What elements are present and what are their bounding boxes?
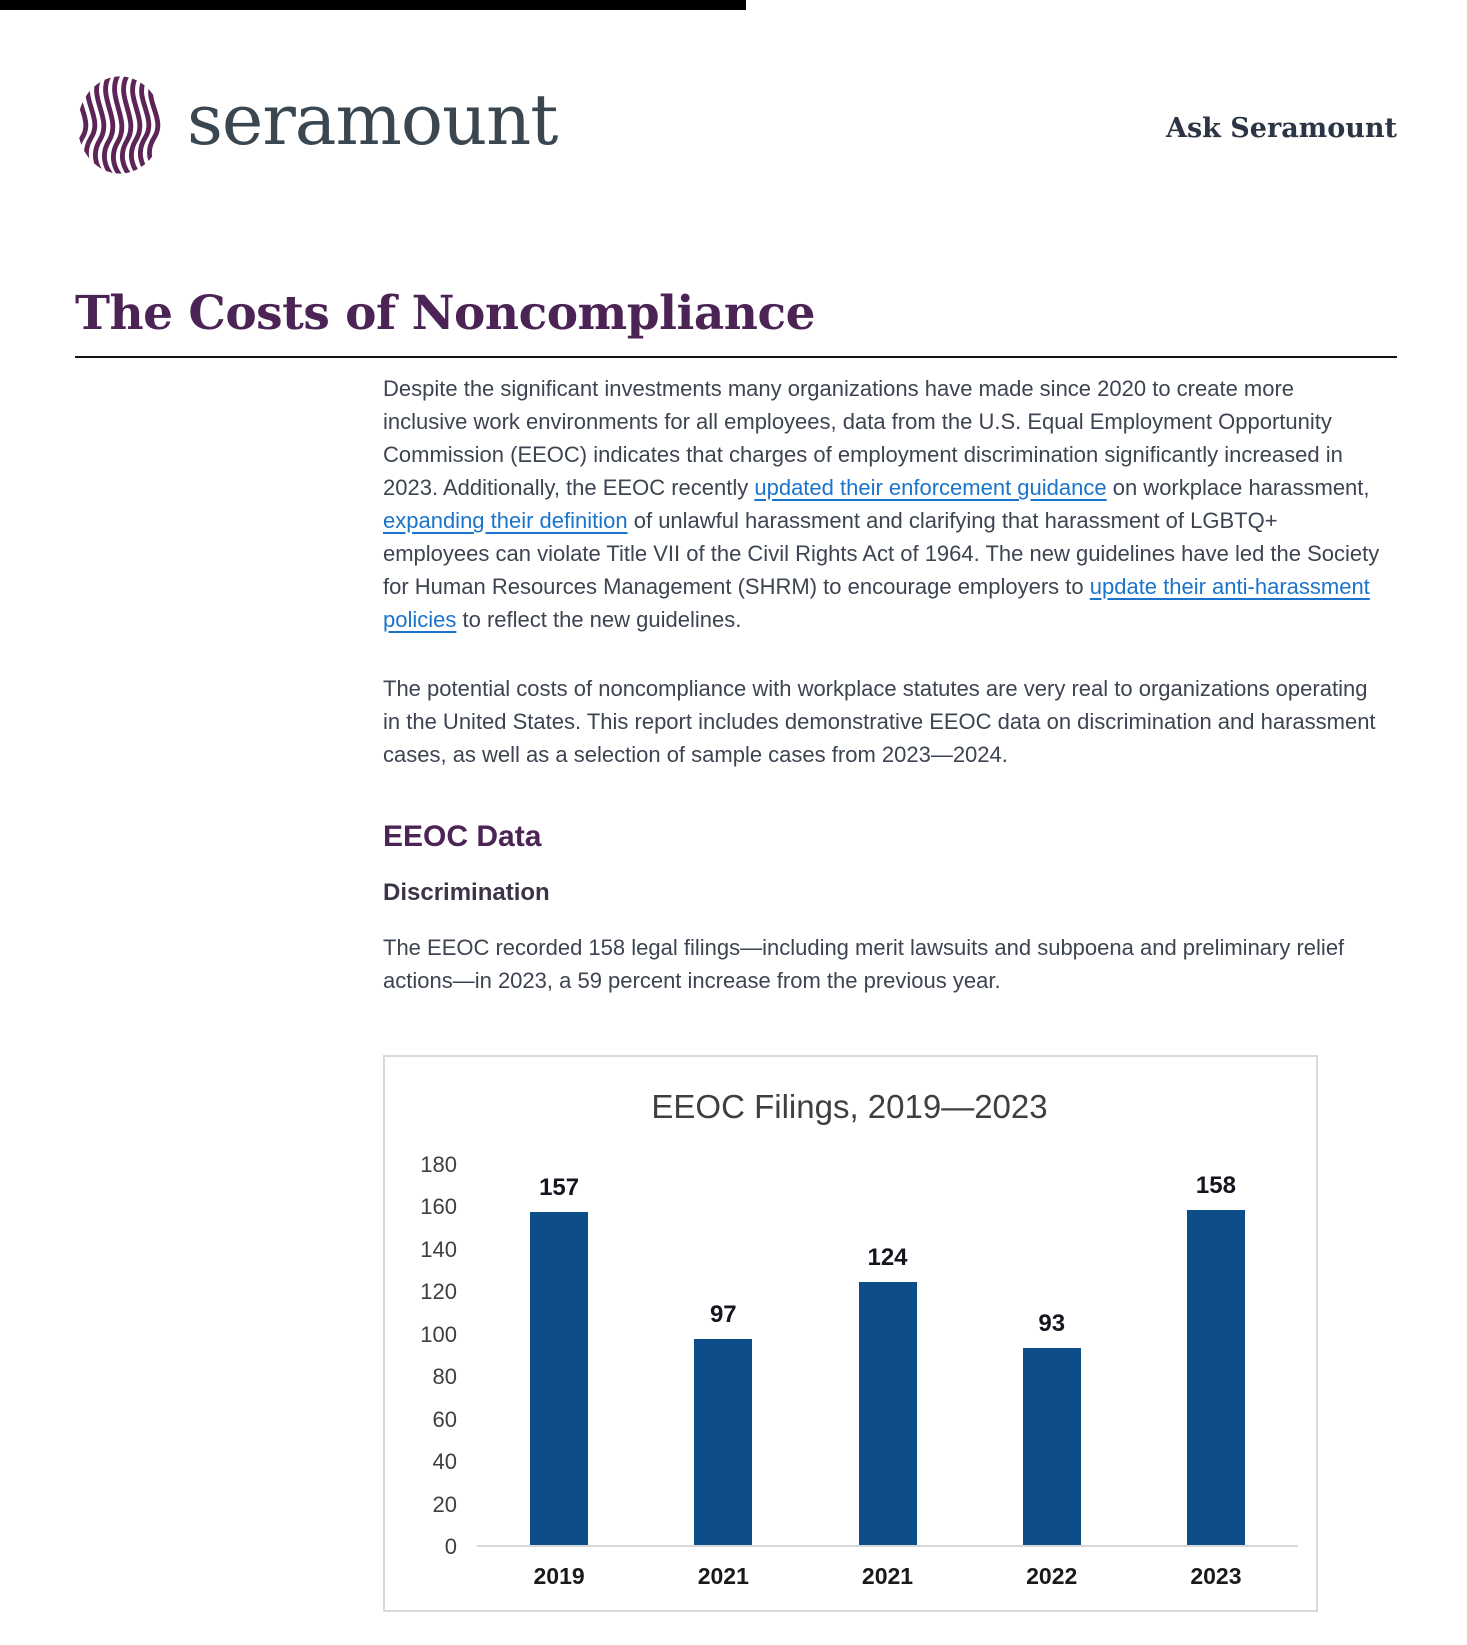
- chart-plot: [477, 1165, 1298, 1547]
- page-title: The Costs of Noncompliance: [75, 286, 815, 341]
- ask-seramount-link[interactable]: Ask Seramount: [1166, 112, 1397, 144]
- chart-bar: [1023, 1348, 1081, 1545]
- seramount-logo: [75, 74, 557, 176]
- section-heading-eeoc-data: EEOC Data: [383, 820, 542, 853]
- bar-value-label: 97: [709, 1301, 737, 1329]
- costs-paragraph: The potential costs of noncompliance with workplace statutes are very real to organizations operating in the United States. This report includes demonstrative EEOC data on discrimination and harassment cases, as well as a selection of sample cases from 2023—2024.: [383, 676, 1376, 767]
- chart-bar: [530, 1212, 588, 1545]
- chart-title: EEOC Filings, 2019—2023: [651, 1088, 1048, 1125]
- chart-bar-slot: [477, 1165, 641, 1545]
- page-header: [75, 0, 1397, 178]
- x-axis-label: 2021: [697, 1563, 749, 1589]
- y-tick-label: 120: [420, 1279, 457, 1305]
- y-tick-label: 0: [444, 1534, 457, 1559]
- x-axis-label: 2021: [861, 1563, 914, 1589]
- chart-bar-slot: [970, 1165, 1134, 1545]
- logo-wordmark: seramount: [187, 79, 558, 161]
- y-tick-label: 60: [432, 1406, 457, 1432]
- eeoc-filings-chart: [383, 1055, 1318, 1612]
- article-body: [383, 358, 1383, 1612]
- x-axis-label: 2019: [533, 1563, 585, 1589]
- inline-link[interactable]: updated their enforcement guidance: [754, 475, 1107, 500]
- bar-value-label: 93: [1038, 1309, 1066, 1337]
- bar-value-label: 124: [867, 1243, 908, 1271]
- chart-bar-slot: [641, 1165, 805, 1545]
- top-bar: [0, 0, 746, 10]
- y-tick-label: 80: [432, 1364, 457, 1390]
- x-axis-label: 2023: [1190, 1563, 1242, 1589]
- chart-y-axis: [401, 1152, 457, 1559]
- y-tick-label: 100: [420, 1321, 457, 1347]
- chart-body: [401, 1152, 1298, 1590]
- inline-link[interactable]: update their anti-harassment policies: [383, 574, 1370, 632]
- y-tick-label: 180: [420, 1152, 457, 1177]
- y-tick-label: 40: [432, 1449, 457, 1475]
- x-axis-label: 2022: [1026, 1563, 1078, 1589]
- chart-plot-column: [477, 1165, 1298, 1590]
- y-tick-label: 140: [420, 1236, 457, 1262]
- intro-paragraph: Despite the significant investments many organizations have made since 2020 to create more inclusive work environments for all employees, data from the U.S. Equal Employment Opportunity Commission (EEOC) indicates that charges of employment discrimination significantly increased in 2023. Additionally, the EEOC recently updated their enforcement guidance on workplace harassment, expanding their definition of unlawful harassment and clarifying that harassment of LGBTQ+ employees can violate Title VII of the Civil Rights Act of 1964. The new guidelines have led the Society for Human Resources Management (SHRM) to encourage employers to update their anti-harassment policies to reflect the new guidelines.: [383, 376, 1380, 632]
- chart-bar-slot: [805, 1165, 969, 1545]
- chart-bar-slot: [1134, 1165, 1298, 1545]
- filings-paragraph: The EEOC recorded 158 legal filings—including merit lawsuits and subpoena and preliminary relief actions—in 2023, a 59 percent increase from the previous year.: [383, 935, 1345, 993]
- y-tick-label: 160: [420, 1194, 457, 1220]
- y-tick-label: 20: [432, 1491, 457, 1517]
- seramount-swirl-icon: [75, 74, 165, 176]
- chart-bar: [1187, 1210, 1245, 1545]
- bar-value-label: 157: [539, 1173, 580, 1201]
- chart-x-labels: [477, 1547, 1298, 1590]
- sub-heading-discrimination: Discrimination: [383, 879, 550, 906]
- chart-bar: [859, 1282, 917, 1545]
- inline-link[interactable]: expanding their definition: [383, 508, 628, 533]
- chart-bar: [694, 1339, 752, 1545]
- bar-value-label: 158: [1195, 1171, 1236, 1199]
